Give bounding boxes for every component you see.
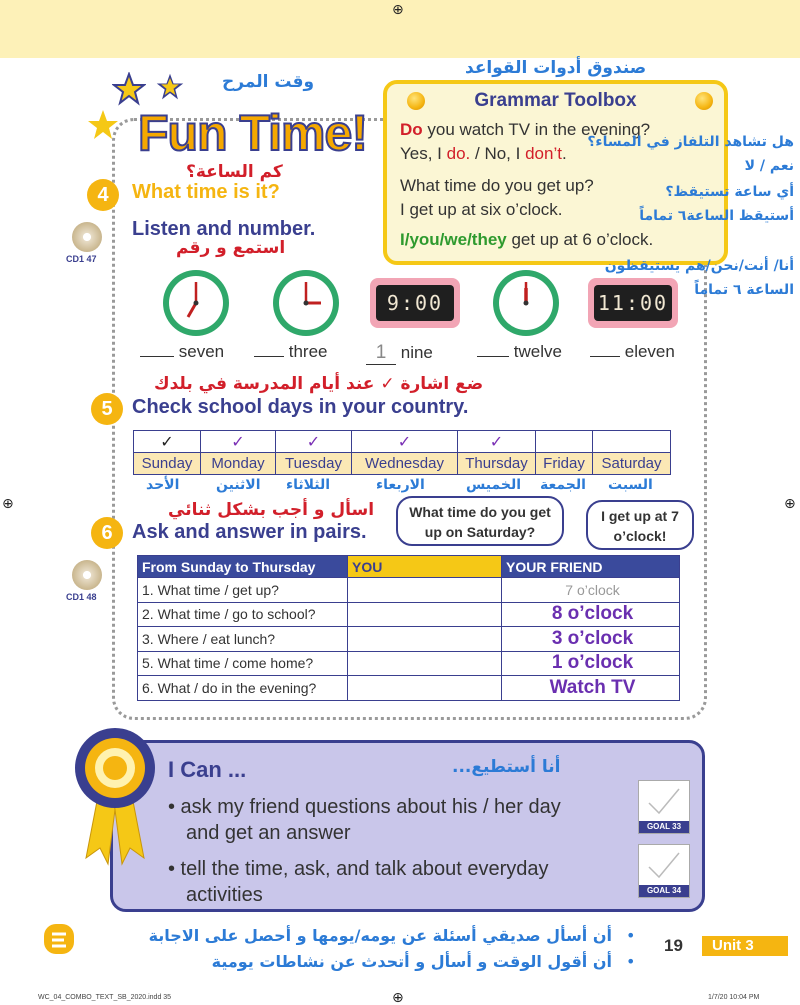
section-5-title: Check school days in your country. (132, 396, 469, 418)
day-label: Saturday (593, 453, 671, 475)
day-checkbox[interactable]: ✓ (201, 431, 276, 453)
arabic-fun-time: وقت المرح (222, 72, 315, 92)
day-label: Friday (536, 453, 593, 475)
question-cell: 6. What / do in the evening? (138, 676, 348, 701)
time-blank[interactable]: twelve (477, 342, 562, 362)
page-number: 19 (664, 936, 683, 955)
analog-clock-twelve (493, 270, 559, 336)
goal-checkbox[interactable]: GOAL 34 (638, 844, 690, 898)
day-checkbox[interactable]: ✓ (458, 431, 536, 453)
publisher-logo-icon (42, 920, 76, 958)
arabic-section-5-title: ضع اشارة ✓ عند أيام المدرسة في بلدك (154, 374, 484, 394)
listen-instruction: Listen and number. (132, 218, 316, 240)
cd-icon: CD1 48 (68, 560, 108, 592)
day-checkbox[interactable]: ✓ (276, 431, 352, 453)
toolbox-line-3: What time do you get up? (400, 176, 594, 195)
time-blank[interactable]: eleven (590, 342, 675, 362)
table-row (138, 627, 680, 652)
question-cell: 2. What time / go to school? (138, 602, 348, 627)
i-can-item-1: • ask my friend questions about his / her day (168, 796, 561, 818)
arabic-toolbox-title: صندوق أدوات القواعد (465, 58, 647, 78)
i-can-item-2: • tell the time, ask, and talk about everyday (168, 858, 549, 880)
arabic-i-can-title: أنا أستطيع... (452, 757, 561, 777)
table-row (138, 578, 680, 603)
arabic-day: الخميس (466, 477, 522, 493)
arabic-day: الثلاثاء (286, 477, 331, 493)
registration-mark-left: ⊕ (2, 496, 14, 512)
school-days-table (133, 430, 671, 475)
i-can-item-1-cont: and get an answer (186, 822, 351, 844)
table-row (138, 676, 680, 701)
i-can-item-2-cont: activities (186, 884, 263, 906)
unit-tab: Unit 3 (702, 936, 788, 956)
arabic-day: الاثنين (216, 477, 261, 493)
section-number: 6 (91, 517, 123, 549)
bullet-dot: • (626, 926, 636, 945)
friend-cell[interactable]: 8 o’clock (502, 602, 680, 627)
day-checkbox[interactable] (536, 431, 593, 453)
arabic-note: أنا/ أنت/نحن/هم يستيقظون (604, 258, 794, 274)
fun-time-title: Fun Time! (138, 105, 367, 161)
you-cell[interactable] (348, 627, 502, 652)
speech-bubble-answer: I get up at 7 o’clock! (586, 500, 694, 550)
print-slug-right: 1/7/20 10:04 PM (708, 994, 760, 1001)
friend-cell[interactable]: 1 o’clock (502, 651, 680, 676)
pairs-table (137, 555, 680, 701)
digital-clock: 11:00 (588, 278, 678, 328)
registration-mark-bottom: ⊕ (392, 990, 404, 1005)
goal-checkbox[interactable]: GOAL 33 (638, 780, 690, 834)
registration-mark-right: ⊕ (784, 496, 796, 512)
arabic-day: السبت (608, 477, 653, 493)
time-blank[interactable]: 1 nine (366, 342, 433, 365)
table-header: From Sunday to Thursday (138, 556, 348, 578)
arabic-note: أي ساعة تستيقظ؟ (665, 184, 794, 200)
star-icon (155, 72, 185, 102)
day-label: Tuesday (276, 453, 352, 475)
time-blank[interactable]: three (254, 342, 327, 362)
i-can-title: I Can ... (168, 757, 247, 782)
star-icon (112, 72, 146, 106)
arabic-day: الأحد (146, 477, 180, 493)
you-cell[interactable] (348, 676, 502, 701)
grammar-toolbox (383, 80, 728, 265)
toolbox-line-1: Do you watch TV in the evening? (400, 120, 651, 139)
analog-clock-three (273, 270, 339, 336)
question-cell: 1. What time / get up? (138, 578, 348, 603)
print-slug-left: WC_04_COMBO_TEXT_SB_2020.indd 35 (38, 994, 172, 1001)
day-label: Monday (201, 453, 276, 475)
you-cell[interactable] (348, 578, 502, 603)
section-number: 5 (91, 393, 123, 425)
section-number: 4 (87, 179, 119, 211)
arabic-day: الجمعة (540, 477, 586, 493)
toolbox-line-4: I get up at six o’clock. (400, 200, 563, 219)
arabic-section-6-title: اسأل و أجب بشكل ثنائي (168, 500, 375, 520)
toolbox-line-2: Yes, I do. / No, I don’t. (400, 144, 567, 163)
arabic-section-4-title: كم الساعة؟ (186, 162, 283, 182)
table-header: YOUR FRIEND (502, 556, 680, 578)
toolbox-line-5: I/you/we/they get up at 6 o’clock. (400, 230, 654, 249)
arabic-note: الساعة ٦ تماماً (694, 282, 794, 298)
friend-cell[interactable]: Watch TV (502, 676, 680, 701)
analog-clock-seven (163, 270, 229, 336)
medal-icon (68, 726, 162, 866)
day-checkbox[interactable]: ✓ (134, 431, 201, 453)
day-checkbox[interactable]: ✓ (352, 431, 458, 453)
table-header: YOU (348, 556, 502, 578)
day-label: Thursday (458, 453, 536, 475)
arabic-note: هل تشاهد التلفاز في المساء؟ (587, 134, 794, 150)
speech-bubble-question: What time do you get up on Saturday? (396, 496, 564, 546)
arabic-goal-1: أن أسأل صديقي أسئلة عن يومه/يومها و أحصل على الاجابة (148, 926, 612, 945)
friend-cell[interactable]: 3 o’clock (502, 627, 680, 652)
time-blank[interactable]: seven (140, 342, 224, 362)
day-checkbox[interactable] (593, 431, 671, 453)
day-label: Wednesday (352, 453, 458, 475)
question-cell: 3. Where / eat lunch? (138, 627, 348, 652)
cd-icon: CD1 47 (68, 222, 108, 254)
section-6-title: Ask and answer in pairs. (132, 521, 367, 543)
friend-cell[interactable]: 7 o’clock (502, 578, 680, 603)
arabic-note: أستيقظ الساعة٦ تماماً (639, 208, 794, 224)
star-icon (86, 108, 120, 142)
arabic-note: نعم / لا (744, 158, 794, 174)
day-label: Sunday (134, 453, 201, 475)
section-4-title: What time is it? (132, 181, 280, 203)
you-cell[interactable] (348, 651, 502, 676)
arabic-listen-instruction: استمع و رقم (176, 238, 286, 258)
you-cell[interactable] (348, 602, 502, 627)
table-row (138, 651, 680, 676)
question-cell: 5. What time / come home? (138, 651, 348, 676)
arabic-day: الاربعاء (376, 477, 425, 493)
table-row (138, 602, 680, 627)
digital-clock: 9:00 (370, 278, 460, 328)
registration-mark-top: ⊕ (392, 2, 404, 18)
toolbox-title: Grammar Toolbox (474, 90, 637, 111)
arabic-goal-2: أن أقول الوقت و أسأل و أتحدث عن نشاطات يومية (211, 952, 612, 971)
bullet-dot: • (626, 952, 636, 971)
